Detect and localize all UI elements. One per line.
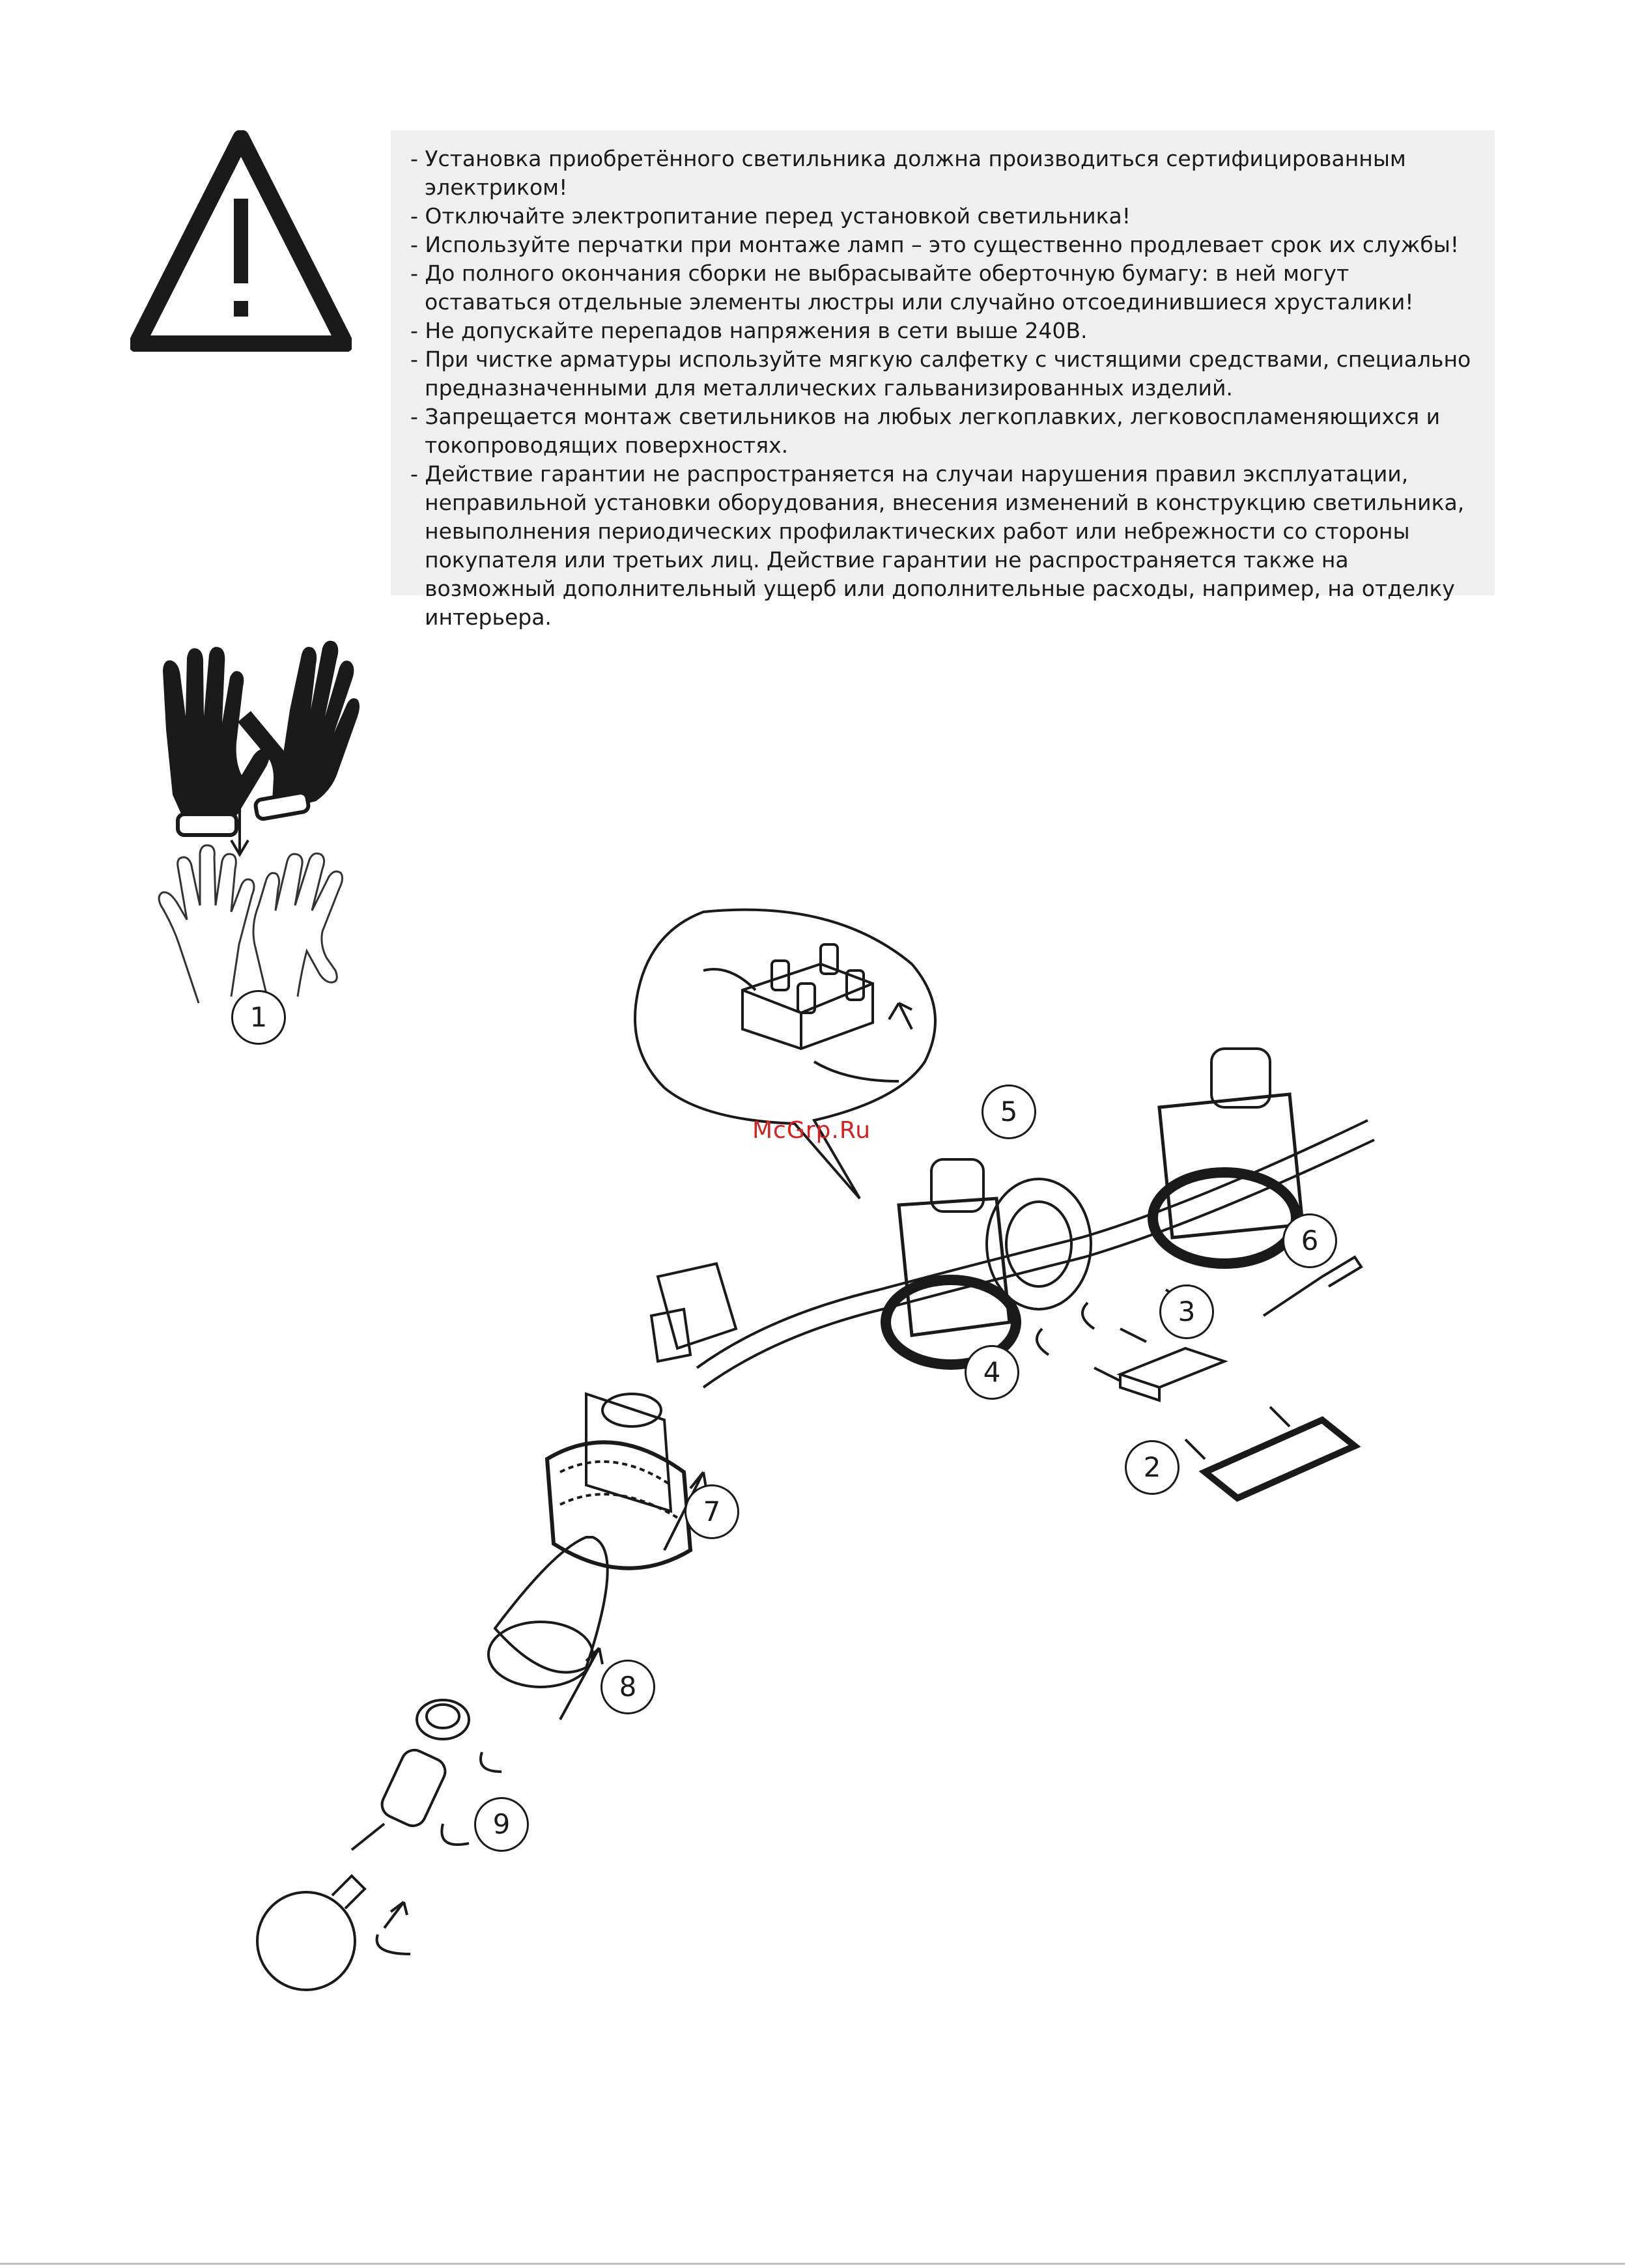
step-callout: 5 bbox=[982, 1084, 1036, 1139]
notice-item: - Действие гарантии не распространяется на случаи нарушения правил эксплуатации, неправильной установки оборудования, внесения изменений в конструкцию светильника, невыполнения периодических профилактических работ или небрежности со стороны покупателя или третьих лиц. Действие гарантии не распространяется также на возможный дополнительный ущерб или дополнительные расходы, например, на отделку интерьера. bbox=[410, 461, 1465, 630]
notice-item: - Не допускайте перепадов напряжения в сети выше 240В. bbox=[410, 318, 1088, 343]
warning-triangle-icon bbox=[130, 130, 352, 352]
notice-item: - Отключайте электропитание перед установкой светильника! bbox=[410, 203, 1131, 229]
bottom-divider bbox=[0, 2263, 1625, 2265]
step-callout: 4 bbox=[965, 1345, 1019, 1400]
watermark: McGrp.Ru bbox=[752, 1117, 871, 1144]
step-callout: 2 bbox=[1125, 1440, 1180, 1495]
notice-item: - Используйте перчатки при монтаже ламп – это существенно продлевает срок их службы! bbox=[410, 232, 1459, 257]
step-callout: 6 bbox=[1282, 1213, 1337, 1268]
notice-item: - До полного окончания сборки не выбрасывайте оберточную бумагу: в ней могут оставаться отдельные элементы люстры или случайно отсоединившиеся хрусталики! bbox=[410, 261, 1414, 315]
safety-notice bbox=[391, 130, 1495, 630]
assembly-diagram bbox=[247, 899, 1420, 2019]
step-callout: 1 bbox=[231, 990, 286, 1045]
step-callout: 9 bbox=[474, 1797, 529, 1852]
step-callout: 8 bbox=[601, 1660, 655, 1714]
step-callout: 7 bbox=[685, 1484, 739, 1539]
notice-item: - Запрещается монтаж светильников на любых легкоплавких, легковоспламеняющихся и токопроводящих поверхностях. bbox=[410, 404, 1441, 458]
step-callout: 3 bbox=[1159, 1284, 1214, 1339]
notice-item: - Установка приобретённого светильника должна производиться сертифицированным электриком! bbox=[410, 146, 1406, 200]
notice-item: - При чистке арматуры используйте мягкую салфетку с чистящими средствами, специально предназначенными для металлических гальванизированных изделий. bbox=[410, 347, 1471, 401]
